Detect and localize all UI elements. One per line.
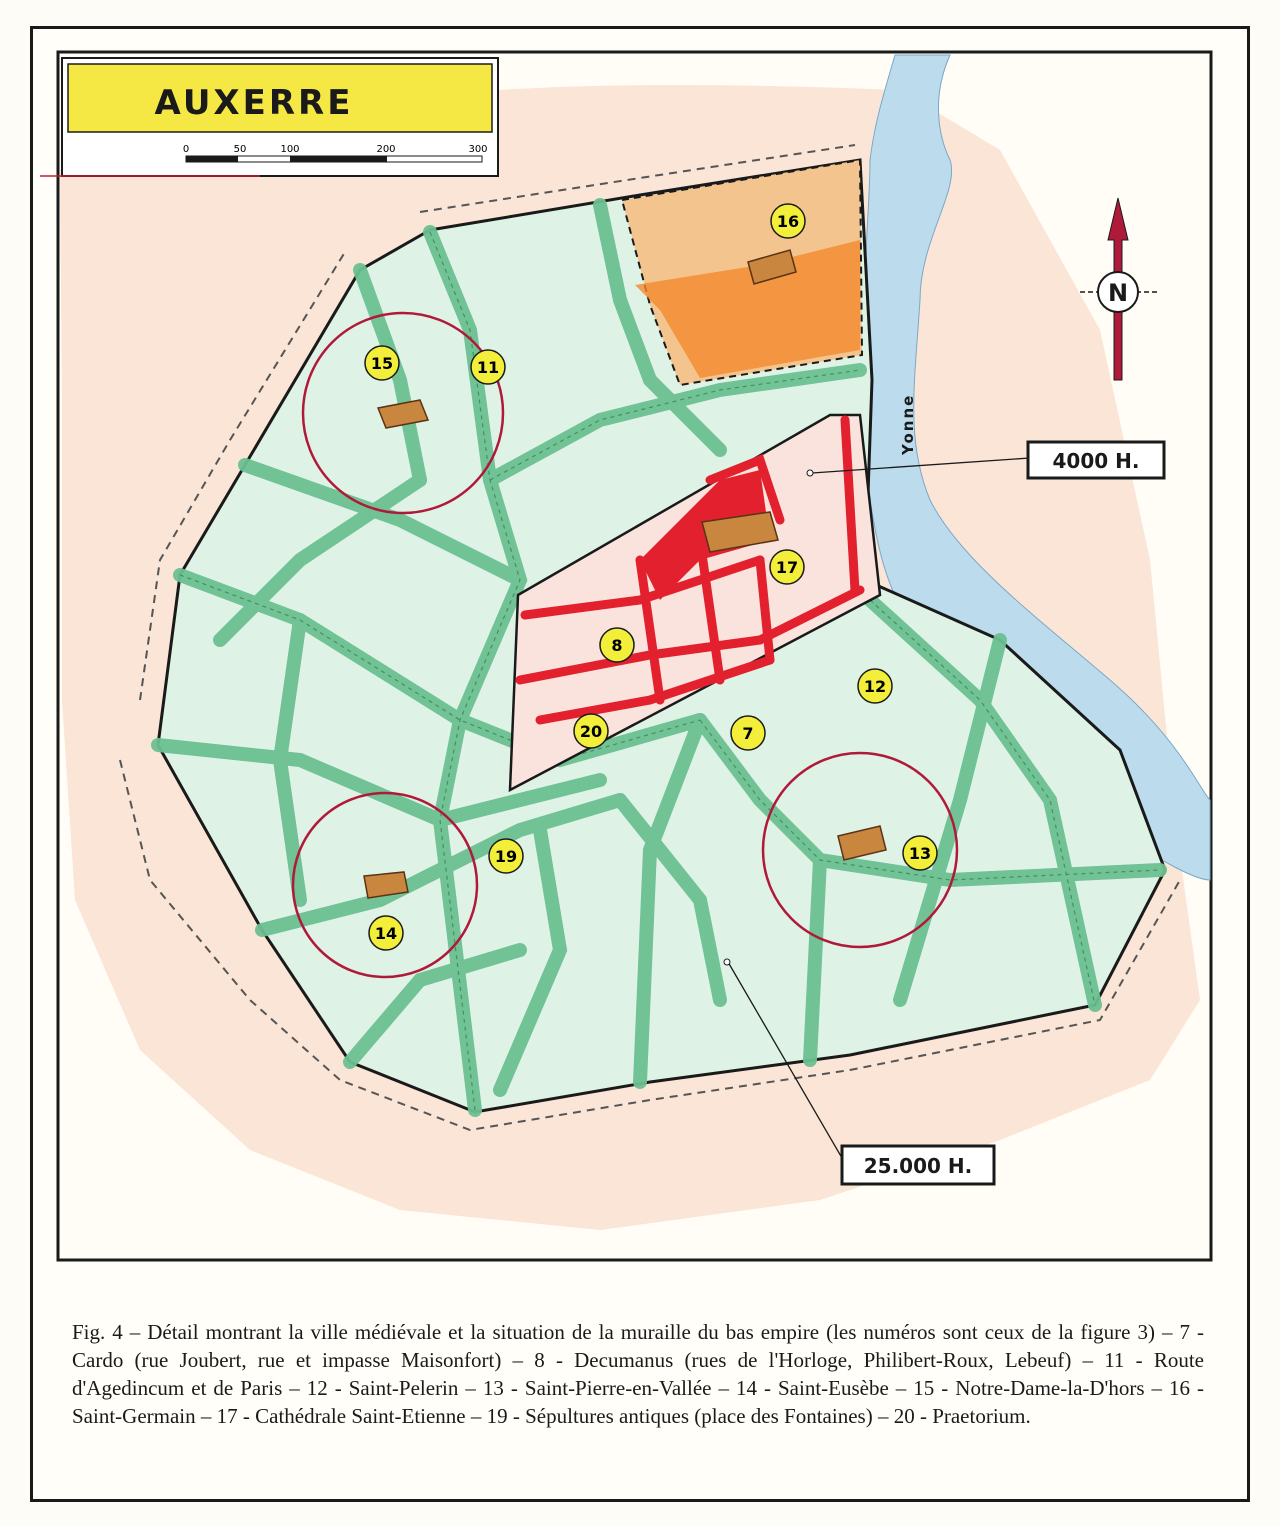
map-title: AUXERRE [154,83,354,123]
scale-tick-0: 0 [182,144,190,155]
dot-25000 [724,959,730,965]
marker-20[interactable] [574,714,608,748]
svg-text:19: 19 [494,847,518,866]
svg-text:11: 11 [476,358,500,377]
marker-14[interactable] [369,916,403,950]
marker-17[interactable] [770,550,804,584]
svg-text:16: 16 [776,212,800,231]
scale-tick-200: 200 [376,144,396,155]
marker-16[interactable] [771,204,805,238]
figure-caption: Fig. 4 – Détail montrant la ville médiévale et la situation de la muraille du bas empire (les numéros sont ceux de la figure 3) – 7 - Cardo (rue Joubert, rue et impasse Maisonfort) – 8 - Decumanus (rues de l'Horloge, Philibert-Roux, Lebeuf) – 11 - Route d'Agedincum et de Paris – 12 - Saint-Pelerin – 13 - Saint-Pierre-en-Vallée – 14 - Saint-Eusèbe – 15 - Notre-Dame-la-D'hors – 16 - Saint-Germain – 17 - Cathédrale Saint-Etienne – 19 - Sépultures antiques (place des Fontaines) – 20 - Praetorium. [72,1320,1204,1428]
marker-19[interactable] [489,839,523,873]
river-label: Yonne [899,393,917,455]
svg-text:4000 H.: 4000 H. [1052,449,1140,473]
marker-12[interactable] [858,669,892,703]
svg-text:14: 14 [374,924,398,943]
svg-text:8: 8 [611,636,623,655]
scale-tick-100: 100 [280,144,300,155]
marker-7[interactable] [731,716,765,750]
marker-11[interactable] [471,350,505,384]
svg-text:7: 7 [742,724,754,743]
svg-text:13: 13 [908,844,932,863]
dot-4000 [807,470,813,476]
population-box-outer [842,1146,994,1184]
marker-15[interactable] [365,346,399,380]
north-label: N [1107,279,1129,307]
population-box-inner [1028,442,1164,478]
marker-13[interactable] [903,836,937,870]
svg-text:25.000 H.: 25.000 H. [863,1154,973,1178]
scale-tick-50: 50 [233,144,247,155]
svg-text:15: 15 [370,354,394,373]
marker-8[interactable] [600,628,634,662]
svg-text:17: 17 [775,558,799,577]
svg-text:12: 12 [863,677,887,696]
scale-tick-300: 300 [468,144,488,155]
svg-text:20: 20 [579,722,603,741]
title-box [40,58,498,176]
